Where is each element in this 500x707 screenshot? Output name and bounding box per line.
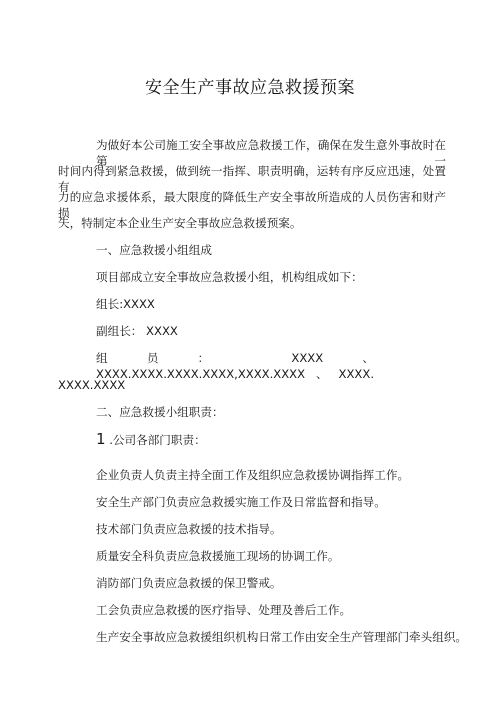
- section-2-heading: 二、应急救援小组职责：: [96, 405, 224, 419]
- section-1-line-3: 副组长： XXXX: [96, 324, 178, 338]
- subsection-label: .公司各部门职责：: [109, 433, 206, 447]
- section-1-heading: 一、应急救援小组组成: [96, 243, 212, 257]
- duty-line-4: 质量安全科负责应急救援施工现场的协调工作。: [96, 549, 340, 563]
- duty-line-6: 工会负责应急救援的医疗指导、处理及善后工作。: [96, 603, 352, 617]
- section-1-line-1: 项目部成立安全事故应急救援小组，机构组成如下：: [96, 270, 363, 284]
- duty-line-2: 安全生产部门负责应急救援实施工作及日常监督和指导。: [96, 495, 386, 509]
- duty-line-5: 消防部门负责应急救援的保卫警戒。: [96, 576, 282, 590]
- duty-line-1: 企业负责人负责主持全面工作及组织应急救援协调指挥工作。: [96, 468, 410, 482]
- section-1-line-4: 组员： XXXX、XXXX.XXXX.XXXX.XXXX,XXXX.XXXX、XXXX.: [96, 351, 374, 381]
- document-title: 安全生产事故应急救援预案: [145, 78, 355, 98]
- intro-line-4: 失，特制定本企业生产安全事故应急救援预案。: [58, 216, 302, 230]
- section-1-line-2: 组长:XXXX: [96, 297, 155, 311]
- section-1-line-5: XXXX.XXXX: [58, 378, 126, 392]
- duty-line-7: 生产安全事故应急救援组织机构日常工作由安全生产管理部门牵头组织。: [96, 630, 468, 644]
- intro-line-1: 为做好本公司施工安全事故应急救援工作，确保在发生意外事故时在第一: [96, 138, 446, 168]
- intro-line-3: 力的应急求援体系，最大限度的降低生产安全事故所造成的人员伤害和财产损: [58, 190, 446, 220]
- intro-line-2: 时间内得到紧急救援，做到统一指挥、职责明确，运转有序反应迅速，处置有: [58, 164, 446, 194]
- subsection-number: 1: [96, 430, 106, 448]
- subsection-heading: [96, 431, 206, 448]
- duty-line-3: 技术部门负责应急救援的技术指导。: [96, 522, 282, 536]
